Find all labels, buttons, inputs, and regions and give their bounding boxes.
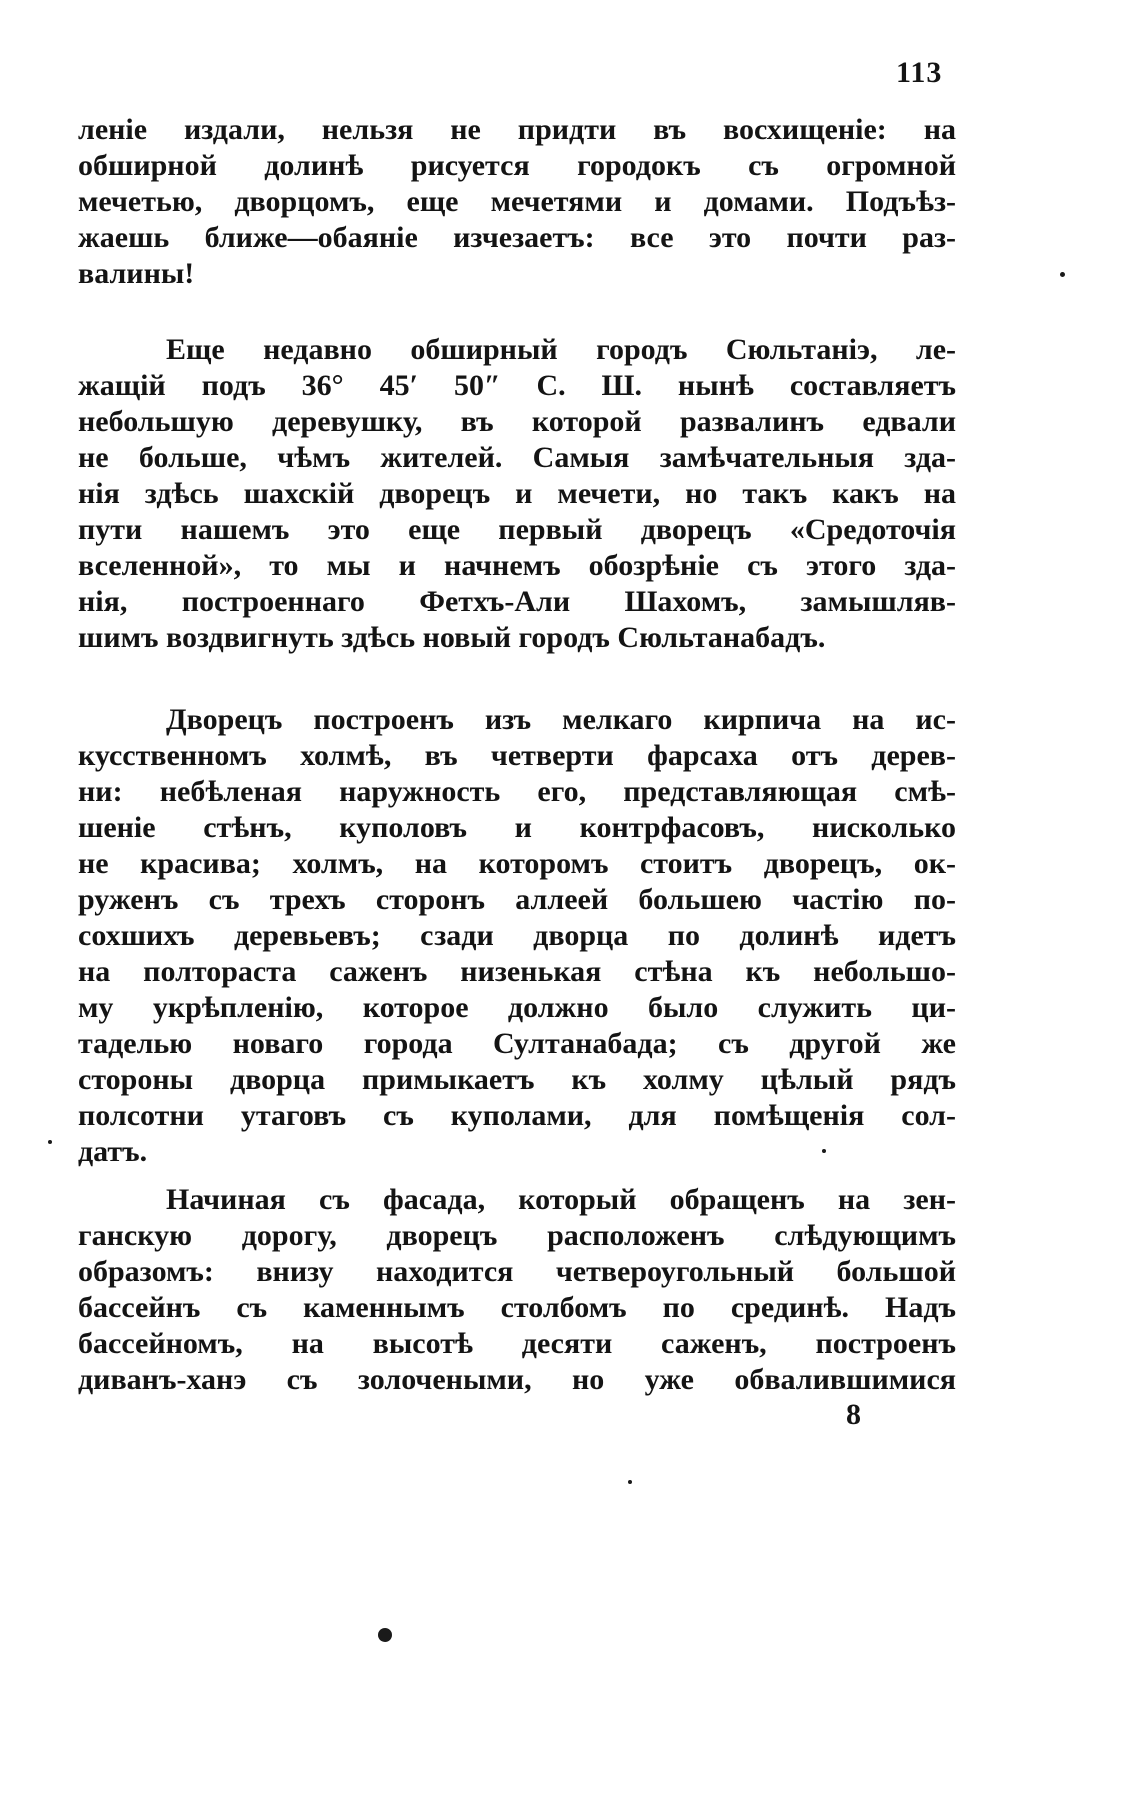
text-line: сохшихъ деревьевъ; сзади дворца по долинѣ идетъ xyxy=(78,919,956,952)
ink-speck xyxy=(378,1628,392,1642)
text-line: Дворецъ построенъ изъ мелкаго кирпича на ис- xyxy=(166,703,956,736)
text-line: стороны дворца примыкаетъ къ холму цѣлый рядъ xyxy=(78,1063,956,1096)
text-line: бассейнъ съ каменнымъ столбомъ по срединѣ. Надъ xyxy=(78,1291,956,1324)
paragraph-2 xyxy=(78,332,956,656)
text-line: диванъ-ханэ съ золочеными, но уже обвалившимися xyxy=(78,1363,956,1396)
text-line: мечетью, дворцомъ, еще мечетями и домами. Подъѣз- xyxy=(78,185,956,218)
text-line: му укрѣпленію, которое должно было служить ци- xyxy=(78,991,956,1024)
text-line: ни: небѣленая наружность его, представляющая смѣ- xyxy=(78,775,956,808)
text-line: ганскую дорогу, дворецъ расположенъ слѣдующимъ xyxy=(78,1219,956,1252)
text-line: вселенной», то мы и начнемъ обозрѣніе съ этого зда- xyxy=(78,549,956,582)
text-line: небольшую деревушку, въ которой развалинъ едвали xyxy=(78,405,956,438)
text-line: образомъ: внизу находится четвероугольный большой xyxy=(78,1255,956,1288)
text-line: Начиная съ фасада, который обращенъ на зен- xyxy=(166,1183,956,1216)
paragraph-3 xyxy=(78,702,956,1170)
text-line: руженъ съ трехъ сторонъ аллеей большею частію по- xyxy=(78,883,956,916)
text-line: Еще недавно обширный городъ Сюльтаніэ, ле- xyxy=(166,333,956,366)
text-line: бассейномъ, на высотѣ десяти саженъ, построенъ xyxy=(78,1327,956,1360)
text-line: шимъ воздвигнуть здѣсь новый городъ Сюльтанабадъ. xyxy=(78,621,826,654)
page-number: 113 xyxy=(896,56,943,89)
paragraph-4 xyxy=(78,1182,956,1398)
ink-speck xyxy=(822,1149,826,1153)
text-line: шеніе стѣнъ, куполовъ и контрфасовъ, нисколько xyxy=(78,811,956,844)
text-line: нія здѣсь шахскій дворецъ и мечети, но такъ какъ на xyxy=(78,477,956,510)
text-line: пути нашемъ это еще первый дворецъ «Средоточія xyxy=(78,513,956,546)
text-line: жаешь ближе—обаяніе изчезаетъ: все это почти раз- xyxy=(78,221,956,254)
text-line: кусственномъ холмѣ, въ четверти фарсаха отъ дерев- xyxy=(78,739,956,772)
signature-mark: 8 xyxy=(846,1398,861,1431)
text-line: обширной долинѣ рисуется городокъ съ огромной xyxy=(78,149,956,182)
ink-speck xyxy=(48,1140,52,1144)
text-line: полсотни утаговъ съ куполами, для помѣщенія сол- xyxy=(78,1099,956,1132)
text-line: нія, построеннаго Фетхъ-Али Шахомъ, замышляв- xyxy=(78,585,956,618)
paragraph-1 xyxy=(78,112,956,292)
text-line: не больше, чѣмъ жителей. Самыя замѣчательныя зда- xyxy=(78,441,956,474)
ink-speck xyxy=(628,1480,632,1484)
text-line: не красива; холмъ, на которомъ стоитъ дворецъ, ок- xyxy=(78,847,956,880)
text-line: леніе издали, нельзя не придти въ восхищеніе: на xyxy=(78,113,956,146)
text-line: жащій подъ 36° 45′ 50″ С. Ш. нынѣ составляетъ xyxy=(78,369,956,402)
ink-speck xyxy=(1060,272,1065,277)
text-line: датъ. xyxy=(78,1135,148,1168)
text-line: на полтораста саженъ низенькая стѣна къ небольшо- xyxy=(78,955,956,988)
text-line: таделью новаго города Султанабада; съ другой же xyxy=(78,1027,956,1060)
text-line: валины! xyxy=(78,257,195,290)
